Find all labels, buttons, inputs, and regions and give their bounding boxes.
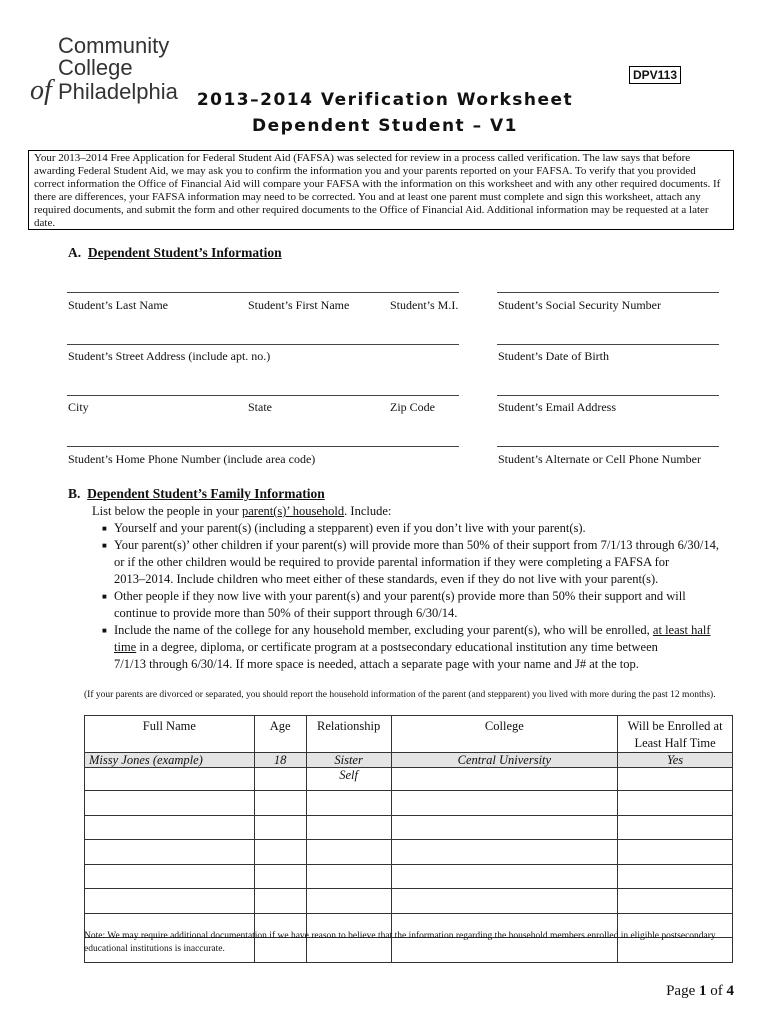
list-intro-link: parent(s)’ household: [241, 504, 345, 518]
email-label: Student’s Email Address: [498, 400, 616, 414]
example-college: Central University: [391, 753, 618, 768]
table-cell[interactable]: [391, 768, 618, 791]
zip-label: Zip Code: [390, 400, 435, 414]
table-cell[interactable]: [618, 840, 733, 865]
form-code: DPV113: [629, 66, 681, 84]
section-b-heading: [68, 486, 325, 502]
intro-box: Your 2013–2014 Free Application for Federal Student Aid (FAFSA) was selected for review in a process called verification. The law says that before awarding Federal Student Aid, we may ask you to confirm the information you and your parents reported on your FAFSA. To verify that you provided correct information the Office of Financial Aid will compare your FAFSA with the information on this worksheet and with any other required documents. If there are differences, your FAFSA information may need to be corrected. You and at least one parent must complete and sign this worksheet, attach any required documents, and submit the form and other required documents to the Office of Financial Aid. Additional information may be requested at a later date.: [28, 150, 734, 230]
state-label: State: [248, 400, 272, 414]
list-intro-pre: List below the people in your: [92, 504, 242, 518]
first-name-label: Student’s First Name: [248, 298, 350, 312]
page-word: Page: [666, 983, 696, 999]
table-cell[interactable]: [306, 889, 391, 914]
mi-label: Student’s M.I.: [390, 298, 459, 312]
alt-phone-line[interactable]: [497, 446, 719, 447]
bullet-square-icon: ■: [102, 524, 107, 533]
table-cell[interactable]: [306, 840, 391, 865]
address-label: Student’s Street Address (include apt. no.): [68, 349, 271, 363]
table-cell[interactable]: [85, 791, 255, 816]
bullet-square-icon: ■: [102, 592, 107, 601]
table-cell[interactable]: [254, 889, 306, 914]
home-phone-line[interactable]: [67, 446, 459, 447]
bullet-1: Yourself and your parent(s) (including a stepparent) even if you don’t live with your parent(s).: [114, 521, 586, 535]
section-a-title: Dependent Student’s Information: [87, 245, 282, 260]
table-row: [85, 791, 733, 816]
table-cell[interactable]: [306, 815, 391, 840]
bullet-4-underline-b: time: [114, 640, 137, 654]
table-cell[interactable]: [85, 815, 255, 840]
col-relationship: Relationship: [306, 716, 391, 753]
bullet-3-line1: Other people if they now live with your parent(s) and your parent(s) provide more than 50% their support and will: [114, 589, 686, 603]
table-cell[interactable]: [391, 864, 618, 889]
ssn-line[interactable]: [497, 292, 719, 293]
page-of: of: [710, 983, 723, 999]
bullet-3-line2: continue to provide more than 50% of their support through 6/30/14.: [114, 606, 458, 620]
bullet-square-icon: ■: [102, 541, 107, 550]
table-cell[interactable]: [618, 791, 733, 816]
bullet-4-line2: [114, 639, 658, 656]
page-number: [666, 983, 734, 1000]
list-intro-post: . Include:: [344, 504, 392, 518]
table-row: [85, 889, 733, 914]
section-a-letter: A.: [68, 245, 82, 260]
example-relationship: Sister: [306, 753, 391, 768]
col-college: College: [391, 716, 618, 753]
bullet-4-line1: [114, 622, 711, 639]
divorce-note: (If your parents are divorced or separated, you should report the household information of the parent (and stepparent) you lived with more during the past 12 months).: [84, 690, 716, 700]
table-cell[interactable]: [254, 864, 306, 889]
logo-line-college: College: [58, 55, 133, 80]
logo-of: of: [30, 75, 52, 106]
city-label: City: [68, 400, 89, 414]
table-cell[interactable]: [85, 864, 255, 889]
section-b-letter: B.: [68, 486, 81, 501]
page-total: 4: [726, 983, 734, 999]
table-cell[interactable]: [618, 889, 733, 914]
table-row: [85, 840, 733, 865]
example-name: Missy Jones (example): [85, 753, 255, 768]
bullet-square-icon: ■: [102, 626, 107, 635]
example-age: 18: [254, 753, 306, 768]
table-cell[interactable]: [85, 889, 255, 914]
table-row-self: [85, 768, 733, 791]
home-phone-label: Student’s Home Phone Number (include area code): [68, 452, 316, 466]
table-cell[interactable]: [618, 864, 733, 889]
table-cell[interactable]: [254, 840, 306, 865]
table-cell[interactable]: [85, 768, 255, 791]
table-cell[interactable]: [391, 840, 618, 865]
table-cell[interactable]: [254, 768, 306, 791]
table-cell[interactable]: [306, 791, 391, 816]
address-line[interactable]: [67, 344, 459, 345]
bullet-2-line2: or if the other children would be required to provide parental information if they were completing a FAFSA for: [114, 555, 670, 569]
table-cell[interactable]: [306, 864, 391, 889]
table-header-row: [85, 716, 733, 753]
table-cell[interactable]: [391, 791, 618, 816]
page-current: 1: [699, 983, 707, 999]
table-cell[interactable]: [85, 840, 255, 865]
col-age: Age: [254, 716, 306, 753]
table-cell[interactable]: [618, 815, 733, 840]
table-cell[interactable]: [254, 815, 306, 840]
alt-phone-label: Student’s Alternate or Cell Phone Number: [498, 452, 701, 466]
table-row: [85, 815, 733, 840]
email-line[interactable]: [497, 395, 719, 396]
section-a-heading: [68, 245, 282, 261]
list-intro: [92, 503, 391, 520]
bullet-2-line3: 2013–2014. Include children who meet either of these standards, even if they do not live with your parent(s).: [114, 572, 659, 586]
table-cell[interactable]: [391, 815, 618, 840]
dob-line[interactable]: [497, 344, 719, 345]
col-full-name: Full Name: [85, 716, 255, 753]
household-table: [84, 715, 733, 963]
col-enrolled: Will be Enrolled at Least Half Time: [618, 716, 733, 753]
table-cell[interactable]: [618, 768, 733, 791]
form-subtitle: Dependent Student – V1: [251, 116, 518, 136]
logo-line-community: Community: [58, 33, 170, 58]
example-enrolled: Yes: [618, 753, 733, 768]
table-row: [85, 864, 733, 889]
table-row-example: [85, 753, 733, 768]
bullet-2-line1: Your parent(s)’ other children if your parent(s) will provide more than 50% of their support from 7/1/13 through 6/30/14,: [114, 538, 719, 552]
form-title: 2013–2014 Verification Worksheet: [196, 90, 574, 110]
city-state-zip-line[interactable]: [67, 395, 459, 396]
dob-label: Student’s Date of Birth: [498, 349, 609, 363]
table-cell[interactable]: [254, 791, 306, 816]
bullet-4-line2-text: in a degree, diploma, or certificate program at a postsecondary educational institution any time between: [136, 640, 658, 654]
bullet-4-line1-text: Include the name of the college for any household member, excluding your parent(s), who will be enrolled,: [114, 623, 653, 637]
ssn-label: Student’s Social Security Number: [498, 298, 661, 312]
footnote: Note: We may require additional documentation if we have reason to believe that the information regarding the household members enrolled in eligible postsecondary educational institutions is inaccurate.: [84, 931, 716, 954]
last-name-label: Student’s Last Name: [68, 298, 168, 312]
section-b-title: Dependent Student’s Family Information: [87, 486, 325, 501]
bullet-4-underline-a: at least half: [652, 623, 711, 637]
name-line[interactable]: [67, 292, 459, 293]
logo-line-philadelphia: Philadelphia: [58, 79, 178, 104]
bullet-4-line3: 7/1/13 through 6/30/14. If more space is needed, attach a separate page with your name and J# at the top.: [114, 657, 639, 671]
self-relationship: Self: [306, 768, 391, 791]
table-cell[interactable]: [391, 889, 618, 914]
